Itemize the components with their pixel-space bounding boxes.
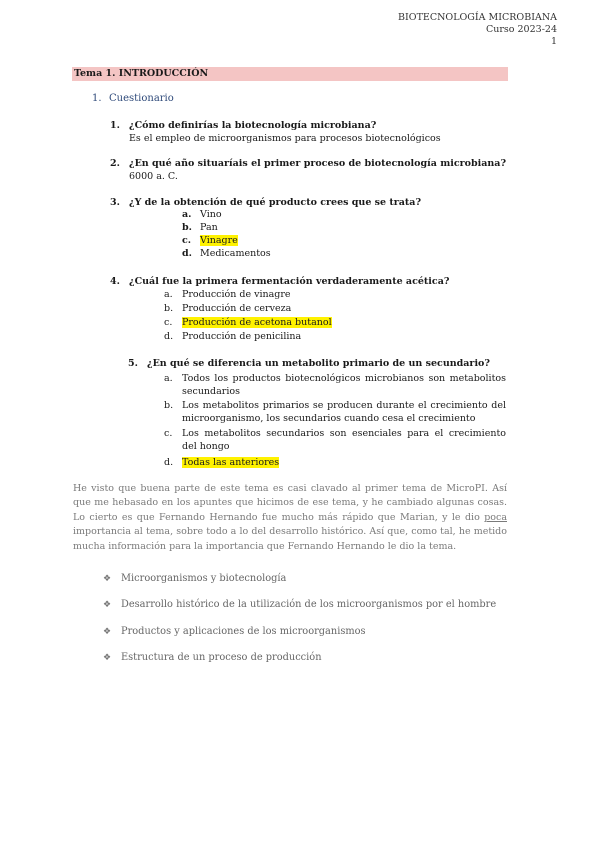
question-number: 5. bbox=[128, 358, 138, 369]
diamond-bullet-icon: ❖ bbox=[103, 600, 112, 610]
option-text-highlighted: Producción de acetona butanol bbox=[182, 317, 332, 328]
diamond-bullet-icon: ❖ bbox=[103, 653, 112, 663]
option-letter: c. bbox=[164, 317, 173, 328]
option-letter: b. bbox=[164, 400, 174, 411]
note-text: importancia al tema, sobre todo a lo del desarrollo histórico. Así que, como tal, he metido mucha información para la importancia que Fernando Hernando le dio la tema. bbox=[73, 526, 507, 552]
option-letter: c. bbox=[182, 235, 192, 246]
bullet-text: Microorganismos y biotecnología bbox=[121, 573, 287, 584]
note-paragraph bbox=[73, 482, 507, 554]
option-text-highlighted: Todas las anteriores bbox=[182, 457, 280, 468]
bullet-item bbox=[103, 626, 366, 637]
note-underlined-word: poca bbox=[484, 511, 507, 523]
question-text: ¿En qué año situaríais el primer proceso de biotecnología microbiana? bbox=[129, 158, 507, 169]
option-text: Producción de vinagre bbox=[182, 289, 291, 300]
option-letter: b. bbox=[182, 222, 192, 233]
diamond-bullet-icon: ❖ bbox=[103, 574, 112, 584]
section-title: Cuestionario bbox=[109, 93, 174, 104]
option-4c bbox=[164, 316, 332, 329]
option-text: Producción de cerveza bbox=[182, 303, 292, 314]
option-5d bbox=[164, 456, 506, 469]
question-text: ¿Cuál fue la primera fermentación verdaderamente acética? bbox=[129, 276, 450, 287]
question-2 bbox=[110, 157, 506, 170]
answer-2: 6000 a. C. bbox=[129, 171, 178, 182]
option-4d bbox=[164, 330, 301, 343]
diamond-bullet-icon: ❖ bbox=[103, 627, 112, 637]
option-letter: b. bbox=[164, 303, 174, 314]
question-number: 3. bbox=[110, 197, 120, 208]
option-text: Vino bbox=[200, 209, 222, 220]
question-number: 1. bbox=[110, 120, 120, 131]
option-3b bbox=[182, 221, 218, 234]
option-5b bbox=[164, 399, 506, 425]
option-letter: d. bbox=[182, 248, 192, 259]
option-letter: a. bbox=[164, 373, 173, 384]
note-text: He visto que buena parte de este tema es casi clavado al primer tema de MicroPI. Así que me hebasado en los apuntes que hicimos de ese tema, y he cambiado algunas cosas. Lo cierto es que Fernando Hernando fue mucho más rápido que Marian, y le dio bbox=[73, 483, 507, 523]
option-letter: d. bbox=[164, 457, 174, 468]
option-3c bbox=[182, 234, 238, 247]
option-text: Los metabolitos secundarios son esenciales para el crecimiento del hongo bbox=[182, 428, 506, 453]
section-number: 1. bbox=[92, 93, 102, 104]
option-4b bbox=[164, 302, 291, 315]
option-4a bbox=[164, 288, 291, 301]
option-text-highlighted: Vinagre bbox=[200, 235, 238, 246]
header-page-number: 1 bbox=[550, 36, 557, 47]
answer-1: Es el empleo de microorganismos para procesos biotecnológicos bbox=[129, 133, 441, 144]
bullet-text: Desarrollo histórico de la utilización de los microorganismos por el hombre bbox=[121, 599, 497, 610]
question-text: ¿En qué se diferencia un metabolito primario de un secundario? bbox=[147, 358, 490, 369]
bullet-text: Productos y aplicaciones de los microorganismos bbox=[121, 626, 366, 637]
bullet-item bbox=[103, 599, 496, 610]
header-course: BIOTECNOLOGÍA MICROBIANA bbox=[398, 12, 557, 23]
option-text: Producción de penicilina bbox=[182, 331, 302, 342]
option-3a bbox=[182, 208, 222, 221]
bullet-item bbox=[103, 652, 322, 663]
question-number: 2. bbox=[110, 158, 120, 169]
option-3d bbox=[182, 247, 271, 260]
question-1 bbox=[110, 119, 376, 132]
option-letter: a. bbox=[164, 289, 173, 300]
option-letter: d. bbox=[164, 331, 174, 342]
question-text: ¿Cómo definirías la biotecnología microbiana? bbox=[129, 120, 377, 131]
bullet-item bbox=[103, 573, 286, 584]
question-number: 4. bbox=[110, 276, 120, 287]
option-letter: a. bbox=[182, 209, 192, 220]
option-text: Los metabolitos primarios se producen durante el crecimiento del microorganismo, los secundarios cuando cesa el crecimiento bbox=[182, 400, 506, 425]
option-text: Medicamentos bbox=[200, 248, 271, 259]
tema-title: Tema 1. INTRODUCCIÓN bbox=[72, 67, 508, 81]
question-4 bbox=[110, 275, 449, 288]
question-5 bbox=[128, 357, 490, 370]
option-5c bbox=[164, 427, 506, 453]
option-letter: c. bbox=[164, 428, 173, 439]
option-text: Pan bbox=[200, 222, 218, 233]
question-3 bbox=[110, 196, 421, 209]
section-heading bbox=[92, 93, 174, 104]
running-header bbox=[398, 12, 557, 48]
bullet-text: Estructura de un proceso de producción bbox=[121, 652, 322, 663]
option-5a bbox=[164, 372, 506, 398]
question-text: ¿Y de la obtención de qué producto crees que se trata? bbox=[129, 197, 422, 208]
option-text: Todos los productos biotecnológicos microbianos son metabolitos secundarios bbox=[182, 373, 506, 398]
header-year: Curso 2023-24 bbox=[485, 24, 557, 35]
